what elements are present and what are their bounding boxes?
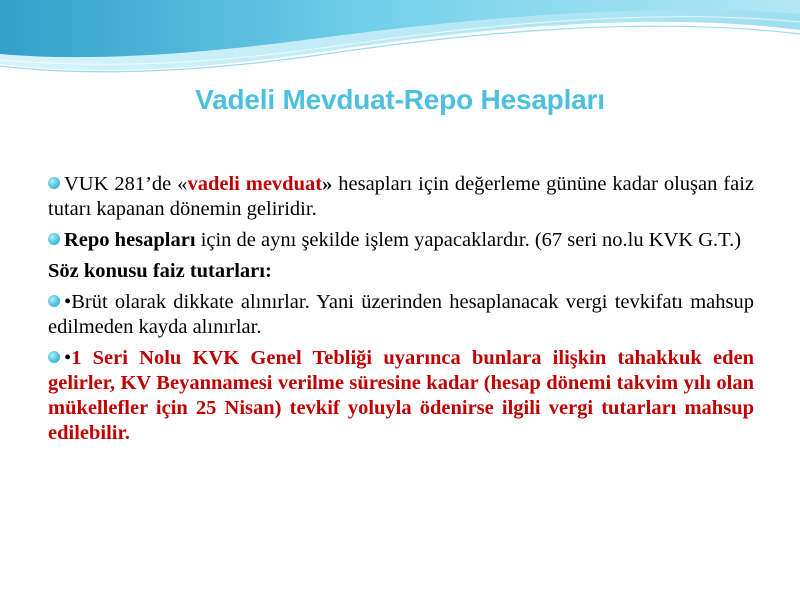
bullet-icon	[48, 177, 60, 189]
p2-bold-term: Repo hesapları	[64, 229, 196, 251]
paragraph-vuk-281	[48, 172, 754, 222]
p1-bold-term: vadeli mevduat	[187, 173, 323, 195]
p1-prefix: VUK 281’de «	[64, 173, 188, 195]
p2-rest: için de aynı şekilde işlem yapacaklardır. (67 seri no.lu KVK G.T.)	[195, 229, 742, 251]
paragraph-kvk-teblig	[48, 346, 754, 446]
paragraph-heading-faiz: Söz konusu faiz tutarları:	[48, 260, 272, 282]
bullet-icon	[48, 295, 60, 307]
p5-marker: •	[64, 347, 72, 369]
paragraph-brut	[48, 290, 754, 340]
header-wave-decoration	[0, 0, 800, 80]
paragraph-repo	[48, 228, 754, 253]
p4-marker: •	[64, 291, 72, 313]
p1-quote-close: »	[322, 173, 333, 195]
p4-text: Brüt olarak dikkate alınırlar. Yani üzerinden hesaplanacak vergi tevkifatı mahsup edilmeden kayda alınırlar.	[48, 291, 754, 338]
bullet-icon	[48, 351, 60, 363]
bullet-icon	[48, 233, 60, 245]
slide-content	[48, 172, 754, 452]
p1-rest: hesapları için değerleme gününe kadar oluşan faiz tutarı kapanan dönemin geliridir.	[48, 173, 754, 220]
p5-text: 1 Seri Nolu KVK Genel Tebliği uyarınca bunlara ilişkin tahakkuk eden gelirler, KV Beyannamesi verilme süresine kadar (hesap dönemi takvim yılı olan mükellefler için 25 Nisan) tevkif yoluyla ödenirse ilgili vergi tutarları mahsup edilebilir.	[48, 347, 754, 444]
slide-title: Vadeli Mevduat-Repo Hesapları	[195, 84, 605, 115]
